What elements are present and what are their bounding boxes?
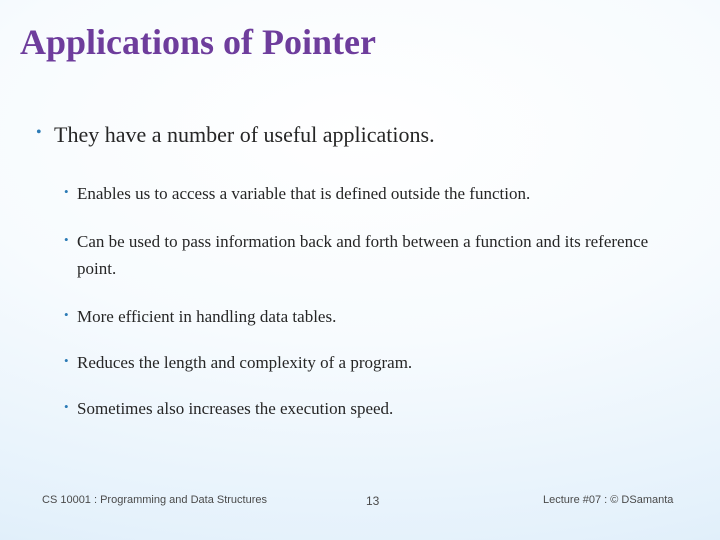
sub-bullet-item — [64, 228, 684, 282]
sub-bullet-item — [64, 303, 684, 330]
main-bullet-text: They have a number of useful applications. — [54, 122, 435, 147]
bullet-icon: • — [64, 184, 69, 199]
sub-bullet-text: More efficient in handling data tables. — [77, 307, 337, 326]
bullet-icon: • — [64, 353, 69, 368]
footer-page-number: 13 — [366, 494, 380, 508]
sub-bullet-item — [64, 349, 684, 376]
bullet-icon: • — [64, 307, 69, 322]
bullet-icon: • — [64, 399, 69, 414]
main-bullet — [36, 120, 696, 150]
sub-bullet-item — [64, 180, 684, 207]
bullet-icon: • — [36, 124, 42, 141]
slide-title: Applications of Pointer — [20, 22, 376, 62]
bullet-icon: • — [64, 232, 69, 247]
sub-bullet-text: Sometimes also increases the execution speed. — [77, 399, 394, 418]
sub-bullet-text: Can be used to pass information back and forth between a function and its reference point. — [77, 232, 649, 278]
footer-course: CS 10001 : Programming and Data Structures — [42, 494, 268, 506]
sub-bullet-item — [64, 395, 684, 422]
footer-lecture: Lecture #07 : © DSamanta — [543, 494, 674, 506]
sub-bullet-text: Reduces the length and complexity of a program. — [77, 353, 413, 372]
sub-bullet-text: Enables us to access a variable that is defined outside the function. — [77, 184, 531, 203]
